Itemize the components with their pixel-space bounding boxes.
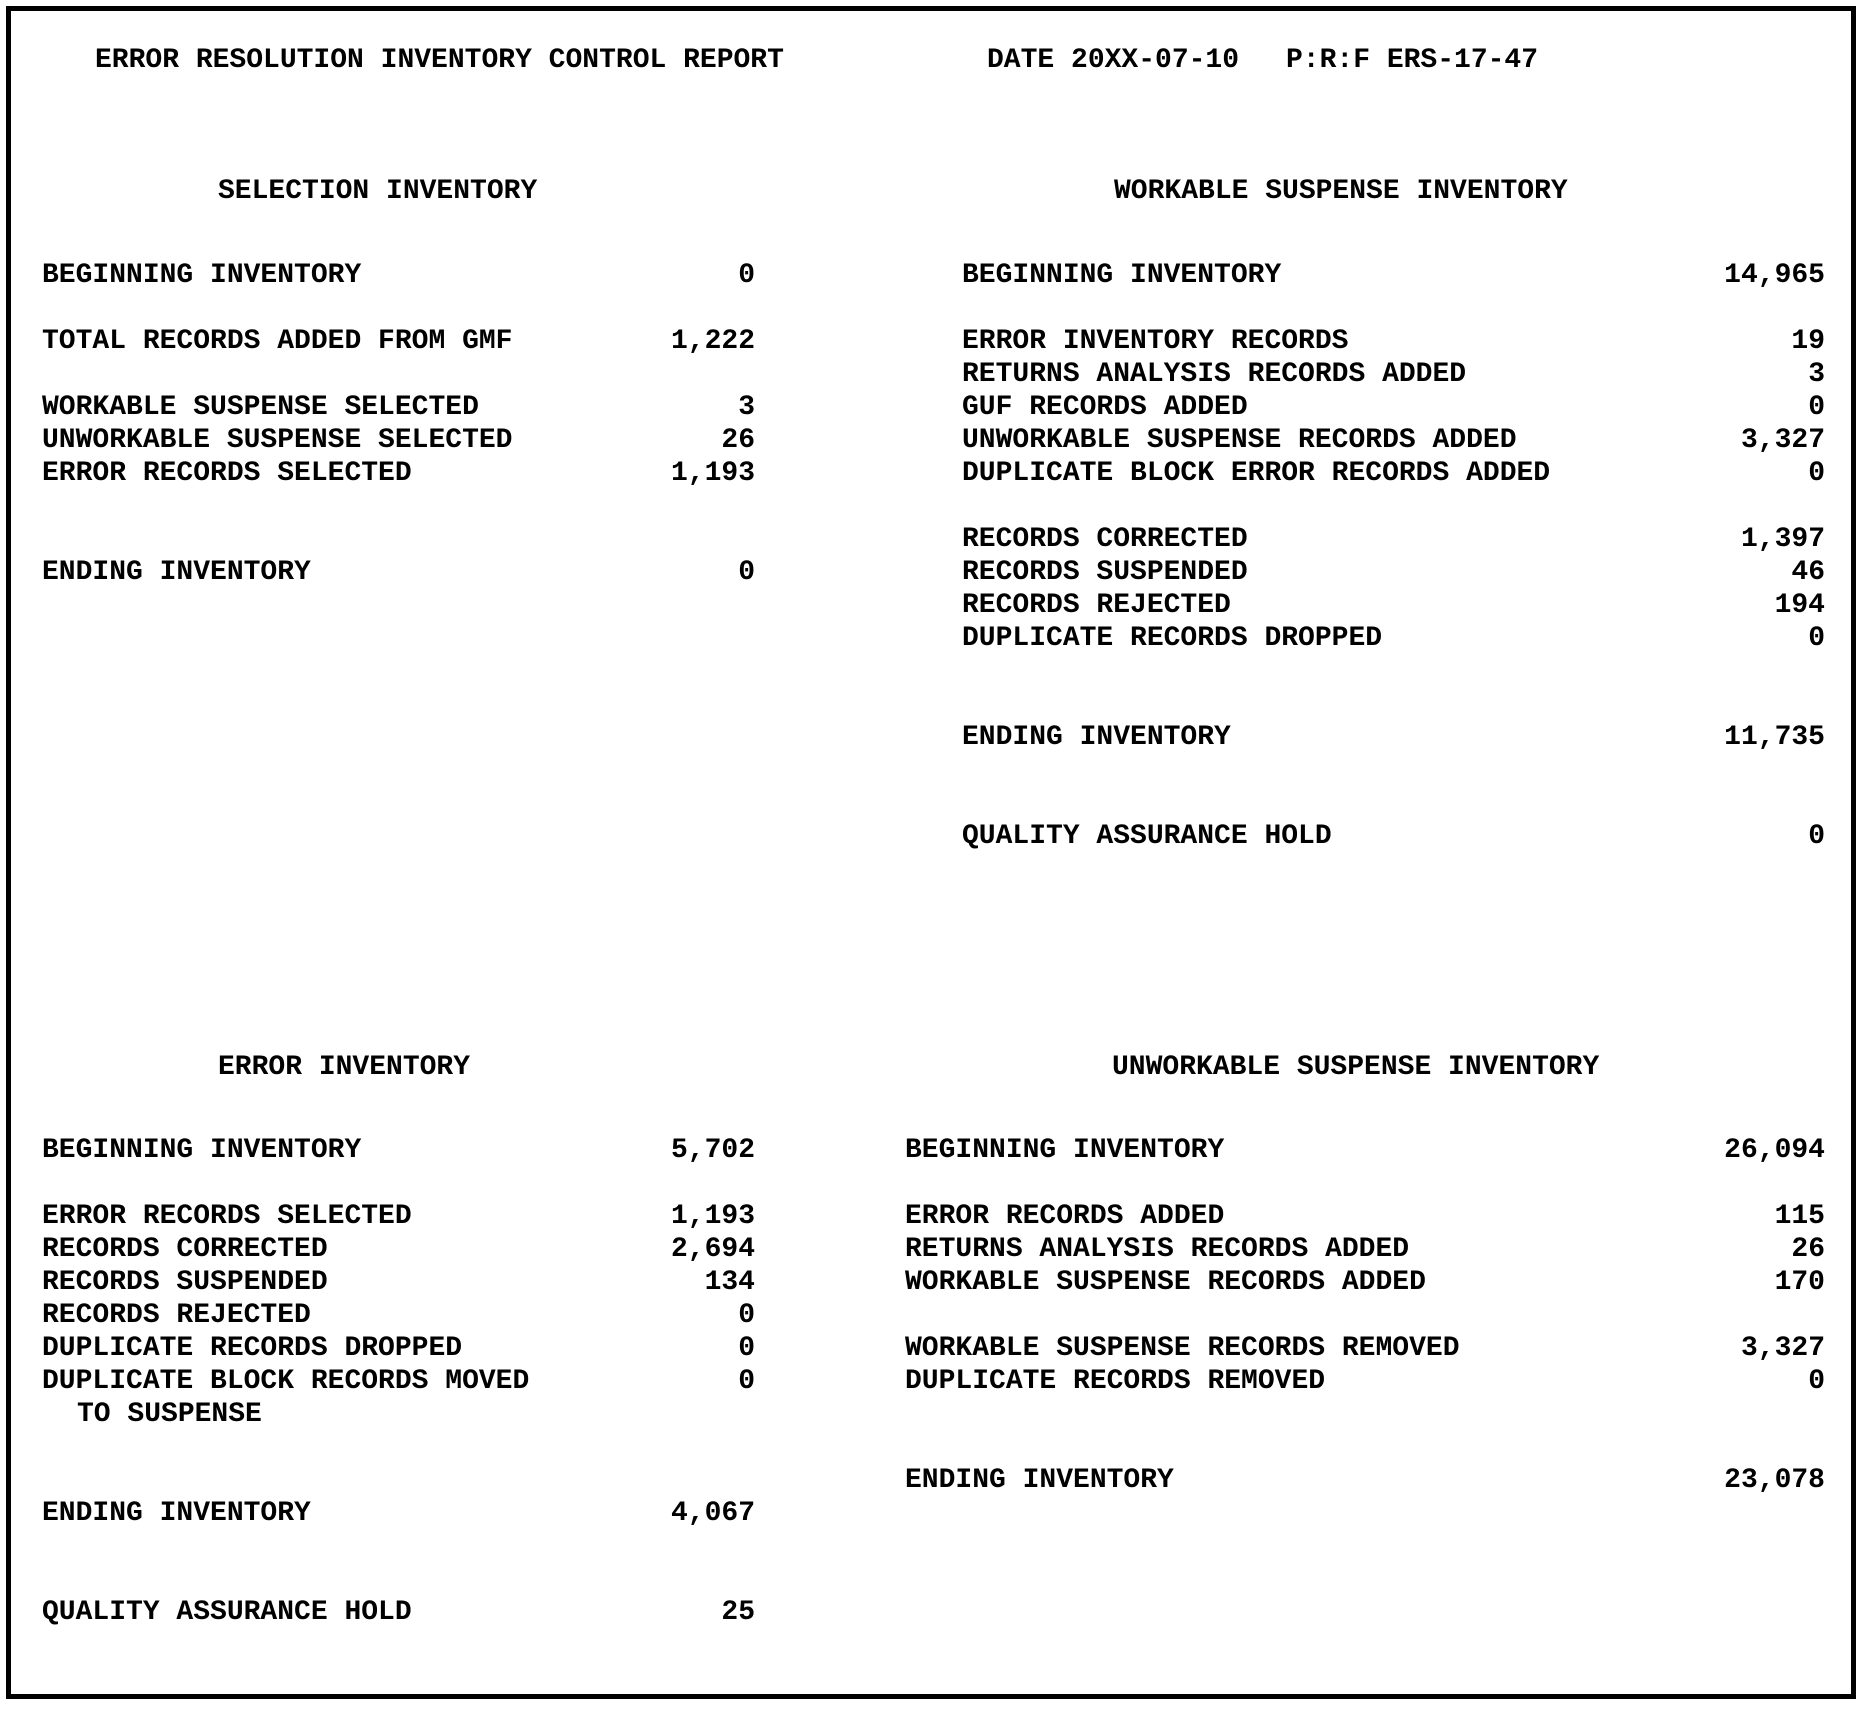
row-label: ERROR INVENTORY RECORDS [962, 326, 1349, 357]
row-value: 1,222 [670, 326, 755, 357]
row-value: 23,078 [1724, 1465, 1825, 1496]
row-label: BEGINNING INVENTORY [905, 1135, 1225, 1166]
row-value: 26,094 [1724, 1135, 1825, 1166]
row-value: 0 [1808, 458, 1825, 489]
row-value: 14,965 [1724, 260, 1825, 291]
row-label: GUF RECORDS ADDED [962, 392, 1248, 423]
row-value: 3,327 [1740, 425, 1825, 456]
report-date: DATE 20XX-07-10 [987, 45, 1240, 76]
row-label: RECORDS REJECTED [42, 1300, 311, 1331]
row-label: QUALITY ASSURANCE HOLD [962, 821, 1332, 852]
row-value: 19 [1791, 326, 1825, 357]
row-value: 11,735 [1724, 722, 1825, 753]
row-label: QUALITY ASSURANCE HOLD [42, 1597, 412, 1628]
row-value: 3 [738, 392, 755, 423]
row-label: ENDING INVENTORY [42, 1498, 311, 1529]
row-value: 0 [1808, 623, 1825, 654]
row-value: 0 [738, 260, 755, 291]
section-heading: WORKABLE SUSPENSE INVENTORY [1114, 176, 1568, 207]
row-label: DUPLICATE RECORDS DROPPED [42, 1333, 463, 1364]
row-label: UNWORKABLE SUSPENSE SELECTED [42, 425, 513, 456]
row-label: TOTAL RECORDS ADDED FROM GMF [42, 326, 513, 357]
section-heading: ERROR INVENTORY [218, 1052, 471, 1083]
row-label: BEGINNING INVENTORY [42, 1135, 362, 1166]
row-label: DUPLICATE RECORDS REMOVED [905, 1366, 1326, 1397]
row-value: 0 [738, 557, 755, 588]
row-label: RECORDS SUSPENDED [962, 557, 1248, 588]
row-value: 3 [1808, 359, 1825, 390]
row-label: ENDING INVENTORY [42, 557, 311, 588]
row-value: 134 [704, 1267, 755, 1298]
row-label: ENDING INVENTORY [962, 722, 1231, 753]
row-value: 194 [1774, 590, 1825, 621]
row-label: WORKABLE SUSPENSE RECORDS ADDED [905, 1267, 1426, 1298]
row-label: WORKABLE SUSPENSE SELECTED [42, 392, 479, 423]
row-value: 4,067 [670, 1498, 755, 1529]
row-label: RECORDS CORRECTED [962, 524, 1248, 555]
row-label: DUPLICATE BLOCK RECORDS MOVED [42, 1366, 530, 1397]
row-value: 46 [1791, 557, 1825, 588]
row-label: ENDING INVENTORY [905, 1465, 1174, 1496]
row-label: BEGINNING INVENTORY [962, 260, 1282, 291]
row-value: 1,193 [670, 1201, 755, 1232]
row-value: 5,702 [670, 1135, 755, 1166]
report-title: ERROR RESOLUTION INVENTORY CONTROL REPORT [95, 45, 784, 76]
row-value: 3,327 [1740, 1333, 1825, 1364]
section-heading: SELECTION INVENTORY [218, 176, 538, 207]
row-label: ERROR RECORDS SELECTED [42, 458, 412, 489]
row-label: RECORDS REJECTED [962, 590, 1231, 621]
row-label: RECORDS SUSPENDED [42, 1267, 328, 1298]
row-value: 0 [738, 1300, 755, 1331]
row-value: 26 [1791, 1234, 1825, 1265]
row-value: 26 [721, 425, 755, 456]
row-value: 1,193 [670, 458, 755, 489]
row-label: WORKABLE SUSPENSE RECORDS REMOVED [905, 1333, 1460, 1364]
row-value: 170 [1774, 1267, 1825, 1298]
row-value: 0 [1808, 1366, 1825, 1397]
row-value: 25 [721, 1597, 755, 1628]
row-label: BEGINNING INVENTORY [42, 260, 362, 291]
row-value: 0 [1808, 392, 1825, 423]
row-value: 0 [738, 1333, 755, 1364]
row-label: RETURNS ANALYSIS RECORDS ADDED [905, 1234, 1410, 1265]
row-label: DUPLICATE BLOCK ERROR RECORDS ADDED [962, 458, 1551, 489]
row-value: 0 [738, 1366, 755, 1397]
row-label: UNWORKABLE SUSPENSE RECORDS ADDED [962, 425, 1517, 456]
row-label: ERROR RECORDS ADDED [905, 1201, 1225, 1232]
row-value: 115 [1774, 1201, 1825, 1232]
row-value: 2,694 [670, 1234, 755, 1265]
row-label: RETURNS ANALYSIS RECORDS ADDED [962, 359, 1467, 390]
row-label: DUPLICATE RECORDS DROPPED [962, 623, 1383, 654]
row-value: 0 [1808, 821, 1825, 852]
row-label: RECORDS CORRECTED [42, 1234, 328, 1265]
row-value: 1,397 [1740, 524, 1825, 555]
row-label-continuation: TO SUSPENSE [77, 1399, 262, 1430]
section-heading: UNWORKABLE SUSPENSE INVENTORY [1112, 1052, 1600, 1083]
row-label: ERROR RECORDS SELECTED [42, 1201, 412, 1232]
report-id: P:R:F ERS-17-47 [1286, 45, 1539, 76]
